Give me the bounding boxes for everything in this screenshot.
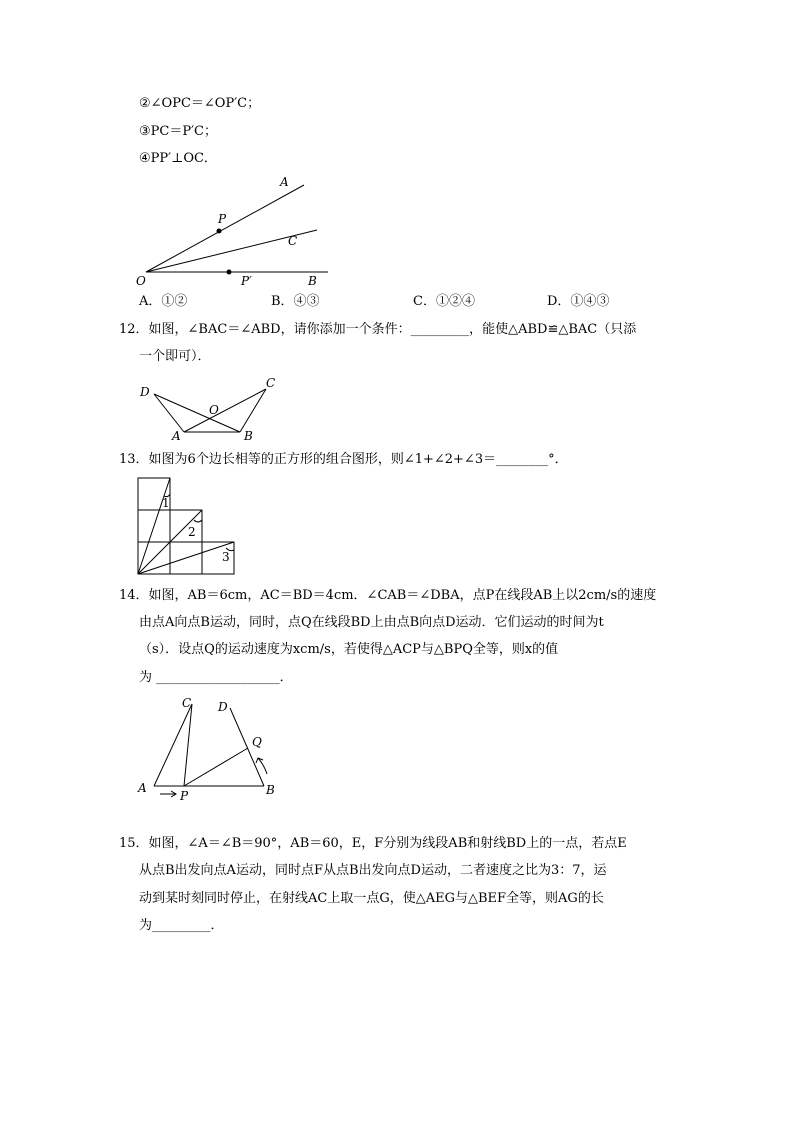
q13-angle-3: 3 <box>222 550 230 564</box>
q13-text-line-1: 13．如图为6个边长相等的正方形的组合图形，则∠1+∠2+∠3＝________°． <box>119 452 568 467</box>
q15-text-line-4: 为_________． <box>139 918 224 933</box>
q14-text-line-2: 由点A向点B运动，同时，点Q在线段BD上由点B向点D运动．它们运动的时间为t <box>139 615 604 630</box>
q11-label-P-prime: P′ <box>241 274 252 288</box>
q12-text-line-1: 12．如图，∠BAC＝∠ABD，请你添加一个条件：_________，能使△ABD≌△BAC（只添 <box>119 322 637 337</box>
q12-label-C: C <box>266 376 276 390</box>
q11-option-c: C．①②④ <box>413 294 475 309</box>
q12-label-A: A <box>172 429 181 443</box>
q14-text-line-4: 为 ___________________． <box>139 670 293 685</box>
q12-figure <box>130 372 290 444</box>
q14-label-C: C <box>182 696 192 710</box>
q14-label-Q: Q <box>252 735 262 749</box>
q11-label-A: A <box>280 175 289 189</box>
q11-label-C: C <box>288 234 298 248</box>
q15-text-line-1: 15．如图，∠A＝∠B＝90°，AB＝60，E，F分别为线段AB和射线BD上的一点，若点E <box>119 836 627 851</box>
q13-angle-1: 1 <box>162 496 170 510</box>
q12-text-line-2: 一个即可）． <box>139 349 211 364</box>
q11-statement-4: ④PP′⊥OC． <box>139 151 217 166</box>
q11-statement-2: ②∠OPC＝∠OP′C； <box>139 96 261 111</box>
q12-label-B: B <box>244 429 253 443</box>
q11-figure <box>130 172 340 292</box>
q14-label-A: A <box>138 781 147 795</box>
q15-text-line-2: 从点B出发向点A运动，同时点F从点B出发向点D运动，二者速度之比为3：7，运 <box>139 863 607 878</box>
q14-text-line-3: （s）．设点Q的运动速度为xcm/s，若使得△ACP与△BPQ全等，则x的值 <box>139 642 559 657</box>
q14-label-B: B <box>266 783 275 797</box>
q14-label-P: P <box>180 789 189 803</box>
q11-label-P: P <box>218 212 227 226</box>
q11-option-d: D．①④③ <box>547 294 610 309</box>
q11-label-B: B <box>308 274 317 288</box>
q12-label-O: O <box>209 403 219 417</box>
q13-angle-2: 2 <box>188 525 196 539</box>
q11-option-a: A．①② <box>139 294 188 309</box>
q15-text-line-3: 动到某时刻同时停止，在射线AC上取一点G，使△AEG与△BEF全等，则AG的长 <box>139 891 604 906</box>
q13-figure <box>130 474 245 582</box>
q14-text-line-1: 14．如图，AB＝6cm，AC＝BD＝4cm．∠CAB＝∠DBA，点P在线段AB上以2cm/s的速度 <box>119 588 657 603</box>
q11-statement-3: ③PC＝P′C； <box>139 124 217 139</box>
q14-figure <box>130 692 290 804</box>
q12-label-D: D <box>140 385 150 399</box>
q14-label-D: D <box>218 700 228 714</box>
q11-option-b: B．④③ <box>271 294 320 309</box>
q11-label-O: O <box>136 274 146 288</box>
